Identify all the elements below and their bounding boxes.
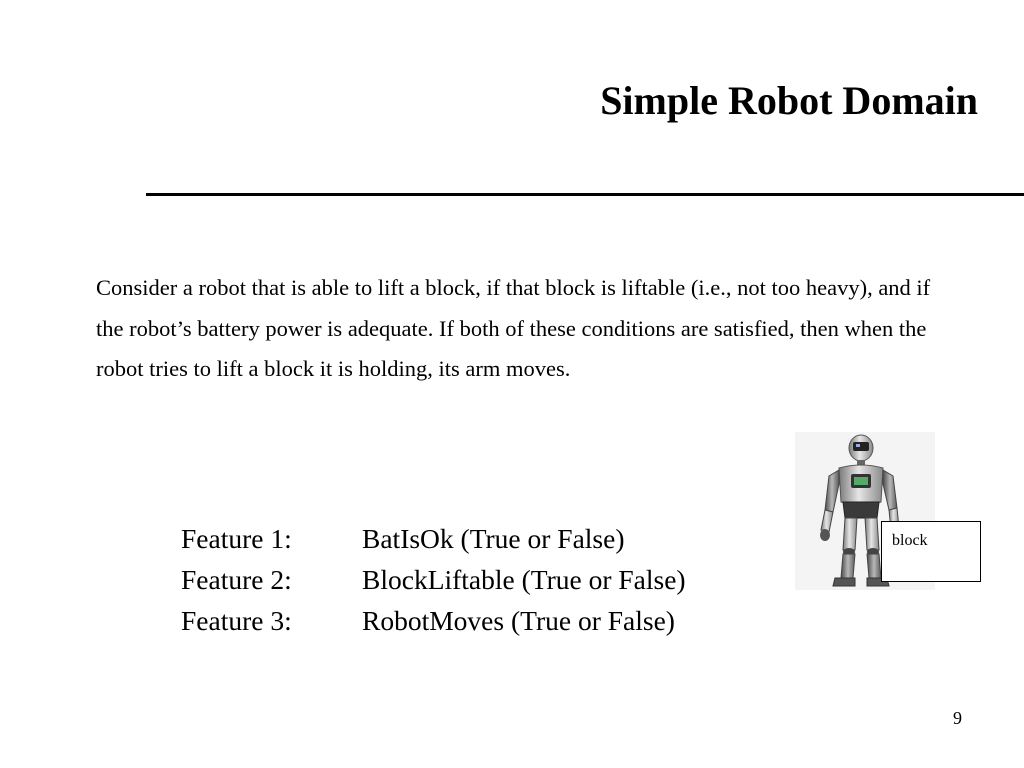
feature-item — [181, 600, 686, 641]
feature-label: Feature 3: — [181, 605, 292, 636]
title-underline — [146, 193, 1024, 196]
block-box — [881, 521, 981, 582]
feature-value: BlockLiftable (True or False) — [362, 564, 686, 595]
feature-item — [181, 559, 686, 600]
feature-value: BatIsOk (True or False) — [362, 523, 625, 554]
feature-label: Feature 2: — [181, 564, 292, 595]
feature-list — [181, 518, 686, 641]
feature-value: RobotMoves (True or False) — [362, 605, 675, 636]
feature-item — [181, 518, 686, 559]
block-label: block — [892, 532, 928, 549]
slide-title: Simple Robot Domain — [600, 78, 978, 123]
feature-label: Feature 1: — [181, 523, 292, 554]
body-paragraph: Consider a robot that is able to lift a block, if that block is liftable (i.e., not too heavy), and if the robot’s battery power is adequate. If both of these conditions are satisfied, then when the robot tries to lift a block it is holding, its arm moves. — [96, 275, 931, 381]
page-number: 9 — [953, 708, 962, 728]
